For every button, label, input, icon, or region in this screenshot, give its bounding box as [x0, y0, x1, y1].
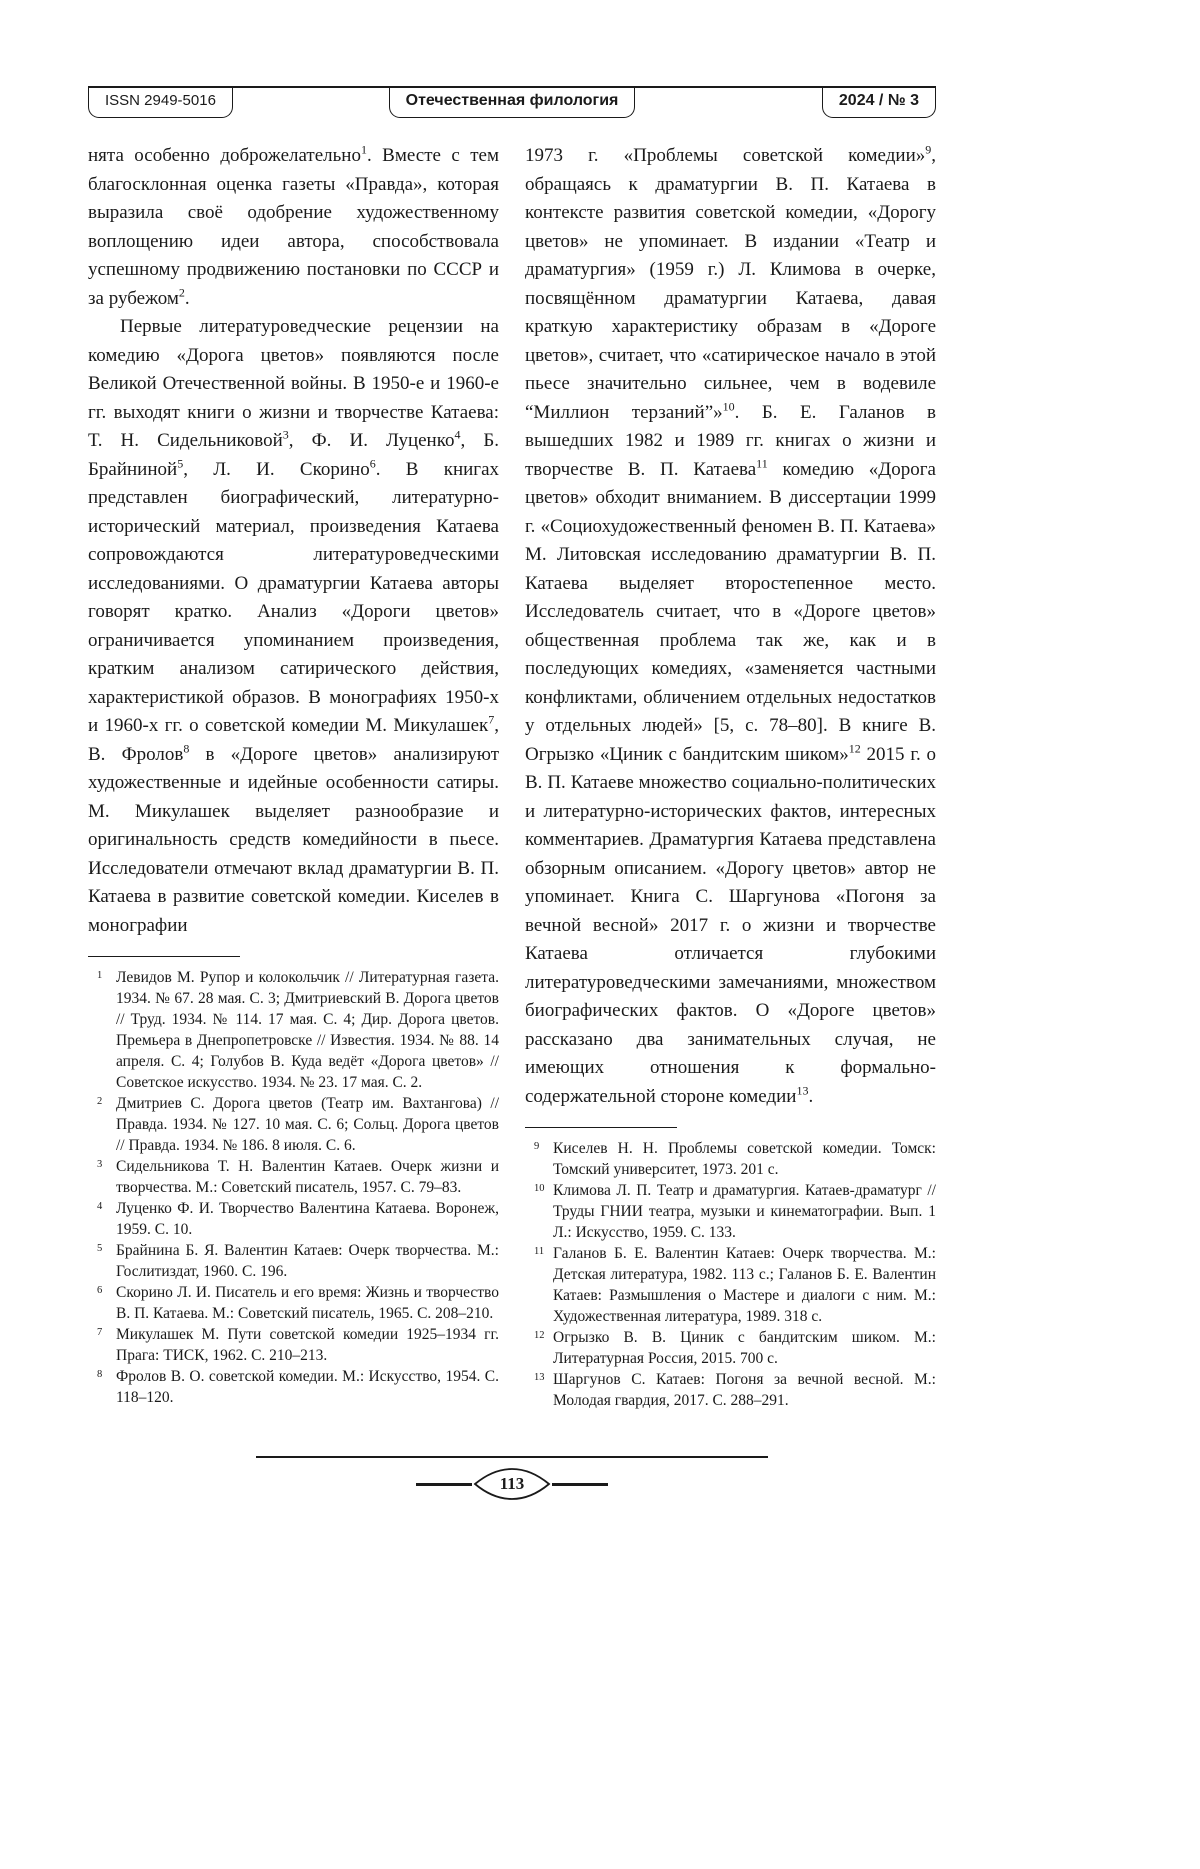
footnote-text: Луценко Ф. И. Творчество Валентина Катаева. Воронеж, 1959. С. 10.: [116, 1200, 499, 1238]
footnote-item: [88, 1156, 499, 1198]
footnote-item: [88, 1282, 499, 1324]
footnote-number: 7: [97, 1327, 103, 1338]
footnote-text: Климова Л. П. Театр и драматургия. Катаев-драматург // Труды ГНИИ театра, музыки и кинематографии. Вып. 1 Л.: Искусство, 1959. С. 133.: [553, 1182, 936, 1241]
footnote-number: 1: [97, 970, 103, 981]
footnote-item: [88, 1093, 499, 1156]
footnote-ref: 6: [369, 456, 376, 471]
paragraph: 1973 г. «Проблемы советской комедии»$^9$, обращаясь к драматургии В. П. Катаева в контексте развития советской комедии, «Дорогу цветов» не упоминает. В издании «Театр и драматургия» (1959 г.) Л. Климова в очерке, посвящённом драматургии Катаева, давая краткую характеристику образам в «Дороге цветов», считает, что «сатирическое начало в этой пьесе значительно сильнее, чем в водевиле “Миллион терзаний”»$^{10}$. Б. Е. Галанов в вышедших 1982 и 1989 гг. книгах о жизни и творчестве В. П. Катаева$^{11}$ комедию «Дорога цветов» обходит вниманием. В диссертации 1999 г. «Социохудожественный феномен В. П. Катаева» М. Литовская исследованию драматургии В. П. Катаева выделяет второстепенное место. Исследователь считает, что в «Дороге цветов» общественная проблема так же, как и в последующих комедиях, «заменяется частными конфликтами, обличением отдельных недостатков у отдельных людей» [5, с. 78–80]. В книге В. Огрызко «Циник с бандитским шиком»$^{12}$ 2015 г. о В. П. Катаеве множество социально-политических и литературно-исторических фактов, интересных комментариев. Драматургия Катаева представлена обзорным описанием. «Дорогу цветов» автор не упоминает. Книга С. Шаргунова «Погоня за вечной весной» 2017 г. о жизни и творчестве Катаева отличается глубокими литературоведческими замечаниями, множеством биографических фактов. О «Дороге цветов» рассказано два занимательных случая, не имеющих отношения к формально-содержательной стороне комедии$^{13}$.: [525, 142, 937, 1107]
page-footer: [88, 1456, 936, 1502]
footnote-item: [525, 1327, 936, 1369]
footnote-text: Брайнина Б. Я. Валентин Катаев: Очерк творчества. М.: Гослитиздат, 1960. С. 196.: [116, 1242, 499, 1280]
footnote-ref: 11: [756, 456, 768, 471]
footnote-separator-left: [88, 956, 240, 957]
ornament-line-right-icon: [552, 1483, 608, 1486]
left-column: [88, 142, 499, 1408]
footnote-ref: 3: [282, 427, 289, 442]
footnote-item: [88, 967, 499, 1093]
footnote-number: 4: [97, 1201, 103, 1212]
page-header: [88, 86, 936, 118]
issue-label: 2024 / № 3: [822, 88, 936, 118]
footnote-item: [525, 1243, 936, 1327]
footnote-item: [88, 1366, 499, 1408]
footnote-ref: 9: [925, 142, 932, 157]
footnote-ref: 4: [454, 427, 461, 442]
footer-rule: [256, 1456, 768, 1458]
footnote-ref: 8: [183, 741, 190, 756]
footnote-item: [88, 1198, 499, 1240]
footnote-item: [525, 1369, 936, 1411]
footnote-item: [525, 1138, 936, 1180]
footnote-separator-right: [525, 1127, 677, 1128]
footnote-text: Левидов М. Рупор и колокольчик // Литературная газета. 1934. № 67. 28 мая. С. 3; Дмитриевский В. Дорога цветов // Труд. 1934. № 114. 17 мая. С. 4; Дир. Дорога цветов. Премьера в Днепропетровске // Известия. 1934. № 88. 14 апреля. С. 4; Голубов В. Куда ведёт «Дорога цветов» // Советское искусство. 1934. № 23. 17 мая. С. 2.: [116, 969, 499, 1091]
footnote-number: 12: [534, 1330, 545, 1341]
page-sheet: [88, 86, 936, 1502]
footnote-text: Сидельникова Т. Н. Валентин Катаев. Очерк жизни и творчества. М.: Советский писатель, 1957. С. 79–83.: [116, 1158, 499, 1196]
footnote-ref: 2: [178, 285, 185, 300]
footnote-text: Шаргунов С. Катаев: Погоня за вечной весной. М.: Молодая гвардия, 2017. С. 288–291.: [553, 1371, 936, 1409]
right-column-footnotes: [525, 1138, 936, 1411]
footnote-number: 5: [97, 1243, 103, 1254]
paragraph: нята особенно доброжелательно$^1$. Вместе с тем благосклонная оценка газеты «Правда», которая выразила своё одобрение художественному воплощению идеи автора, способствовала успешному продвижению постановки по СССР и за рубежом$^2$.: [88, 142, 499, 309]
footnote-number: 10: [534, 1183, 545, 1194]
footnote-number: 8: [97, 1369, 103, 1380]
footnote-number: 9: [534, 1141, 540, 1152]
page-number: 113: [499, 1474, 525, 1493]
footnote-item: [525, 1180, 936, 1243]
footnote-ref: 12: [848, 741, 861, 756]
page-number-lens: [472, 1466, 552, 1502]
footnote-number: 11: [534, 1246, 545, 1257]
footnote-text: Микулашек М. Пути советской комедии 1925–1934 гг. Прага: ТИСК, 1962. С. 210–213.: [116, 1326, 499, 1364]
paragraph: Первые литературоведческие рецензии на комедию «Дорога цветов» появляются после Великой Отечественной войны. В 1950-е и 1960-е гг. выходят книги о жизни и творчестве Катаева: Т. Н. Сидельниковой$^3$, Ф. И. Луценко$^4$, Б. Брайниной$^5$, Л. И. Скорино$^6$. В книгах представлен биографический, литературно-исторический материал, произведения Катаева сопровождаются литературоведческими исследованиями. О драматургии Катаева авторы говорят кратко. Анализ «Дороги цветов» ограничивается упоминанием произведения, кратким анализом сатирического действия, характеристикой образов. В монографиях 1950-х и 1960-х гг. о советской комедии М. Микулашек$^7$, В. Фролов$^8$ в «Дороге цветов» анализируют художественные и идейные особенности сатиры. М. Микулашек выделяет разнообразие и оригинальность средств комедийности в пьесе. Исследователи отмечают вклад драматургии В. П. Катаева в развитие советской комедии. Киселев в монографии: [88, 316, 500, 936]
footnote-text: Огрызко В. В. Циник с бандитским шиком. М.: Литературная Россия, 2015. 700 с.: [553, 1329, 936, 1367]
footnote-number: 6: [97, 1285, 103, 1296]
footnote-item: [88, 1324, 499, 1366]
footnote-text: Галанов Б. Е. Валентин Катаев: Очерк творчества. М.: Детская литература, 1982. 113 с.; Галанов Б. Е. Валентин Катаев: Размышления о Мастере и диалоги с ним. М.: Художественная литература, 1989. 318 с.: [553, 1245, 936, 1325]
footnote-number: 13: [534, 1372, 545, 1383]
issn-label: ISSN 2949-5016: [88, 88, 233, 118]
ornament-line-left-icon: [416, 1483, 472, 1486]
footnote-ref: 5: [177, 456, 184, 471]
footnote-text: Киселев Н. Н. Проблемы советской комедии. Томск: Томский университет, 1973. 201 с.: [553, 1140, 936, 1178]
right-column: [525, 142, 936, 1411]
right-column-text: [525, 142, 936, 1111]
footnote-number: 3: [97, 1159, 103, 1170]
left-column-footnotes: [88, 967, 499, 1408]
footnote-ref: 10: [722, 399, 735, 414]
footnote-item: [88, 1240, 499, 1282]
left-column-text: [88, 142, 499, 940]
article-columns: [88, 142, 936, 1442]
footnote-ref: 7: [488, 712, 495, 727]
footnote-text: Скорино Л. И. Писатель и его время: Жизнь и творчество В. П. Катаева. М.: Советский писатель, 1965. С. 208–210.: [116, 1284, 499, 1322]
footnote-ref: 1: [360, 142, 367, 157]
journal-title: Отечественная филология: [389, 88, 636, 118]
footnote-number: 2: [97, 1096, 103, 1107]
page-number-cartouche: [88, 1466, 936, 1502]
footnote-text: Фролов В. О. советской комедии. М.: Искусство, 1954. С. 118–120.: [116, 1368, 499, 1406]
footnote-ref: 13: [796, 1083, 809, 1098]
footnote-text: Дмитриев С. Дорога цветов (Театр им. Вахтангова) // Правда. 1934. № 127. 10 мая. С. 6; Сольц. Дорога цветов // Правда. 1934. № 186. 8 июля. С. 6.: [116, 1095, 499, 1154]
